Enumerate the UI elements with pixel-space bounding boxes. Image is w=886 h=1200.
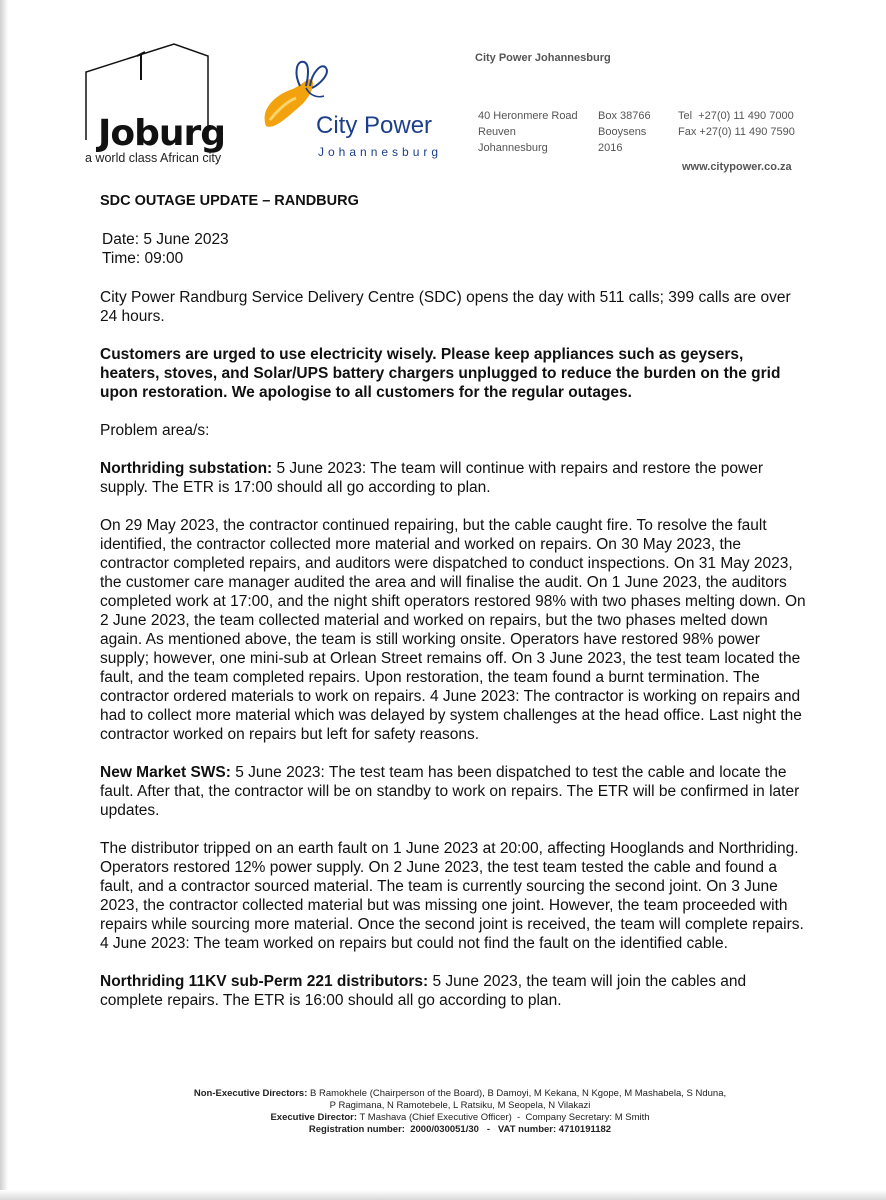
postal-line: Box 38766 (598, 110, 651, 122)
postal-address (598, 108, 651, 156)
address-line: Johannesburg (478, 142, 548, 154)
section-label: Northriding 11KV sub-Perm 221 distributors: (100, 973, 429, 990)
city-power-wordmark: City Power (316, 112, 433, 139)
joburg-logo (80, 42, 228, 167)
section-label: Northriding substation: (100, 460, 273, 477)
ned-names-continued: P Ragimana, N Ramotebele, L Ratsiku, M Seopela, N Vilakazi (329, 1100, 591, 1111)
joburg-wordmark: Joburg (98, 113, 226, 154)
exec-label: Executive Director: (270, 1112, 358, 1123)
postal-line: Booysens (598, 126, 647, 138)
footer-executive-line (120, 1112, 800, 1124)
joburg-tagline: a world class African city (85, 151, 222, 165)
registration-text: Registration number: 2000/030051/30 - VAT number: 4710191182 (308, 1124, 612, 1135)
section-northriding-11kv-update (100, 972, 806, 1010)
section-northriding-substation-update (100, 459, 806, 497)
section-update-text: 5 June 2023: The team will continue with repairs and restore the power supply. The ETR is 17:00 should all go according to plan. (100, 460, 764, 496)
section-northriding-substation-history: On 29 May 2023, the contractor continued repairing, but the cable caught fire. To resolve the fault identified, the contractor collected more material and worked on repairs. On 30 May 2023, the contractor completed repairs, and auditors were dispatched to conduct inspections. On 31 May 2023, the customer care manager audited the area and will finalise the audit. On 1 June 2023, the auditors completed work at 17:00, and the night shift operators restored 98% with two phases melting down. On 2 June 2023, the team collected material and worked on repairs, but the two phases melted down again. As mentioned above, the team is still working onsite. Operators have restored 98% power supply; however, one mini-sub at Orlean Street remains off. On 3 June 2023, the test team located the fault, and the team completed repairs. Upon restoration, the team found a burnt termination. The contractor ordered materials to work on repairs. 4 June 2023: The contractor is working on repairs and had to collect more material which was delayed by system challenges at the head office. Last night the contractor worked on repairs but left for safety reasons. (100, 517, 806, 743)
telephone: Tel +27(0) 11 490 7000 (678, 110, 794, 122)
city-power-logo (258, 52, 458, 167)
problem-areas-heading: Problem area/s: (100, 422, 210, 439)
section-new-market-sws-update (100, 763, 806, 820)
section-update-text: 5 June 2023, the team will join the cables and complete repairs. The ETR is 16:00 should all go according to plan. (100, 973, 747, 1009)
customer-warning: Customers are urged to use electricity wisely. Please keep appliances such as geysers, heaters, stoves, and Solar/UPS battery chargers unplugged to reduce the burden on the grid upon restoration. We apologise to all customers for the regular outages. (100, 346, 781, 401)
footer-directors-line (120, 1088, 800, 1100)
website-link[interactable]: www.citypower.co.za (682, 161, 792, 173)
date-time-block (102, 230, 806, 268)
document-title: SDC OUTAGE UPDATE – RANDBURG (100, 193, 359, 209)
document-time: Time: 09:00 (102, 250, 184, 267)
exec-names: T Mashava (Chief Executive Officer) - Company Secretary: M Smith (357, 1112, 650, 1123)
section-label: New Market SWS: (100, 764, 231, 781)
fax: Fax +27(0) 11 490 7590 (678, 126, 795, 138)
ned-names: B Ramokhele (Chairperson of the Board), B Damoyi, M Kekana, N Kgope, M Mashabela, S Nduna, (307, 1088, 727, 1099)
address-line: 40 Heronmere Road (478, 110, 578, 122)
page-edge-shadow-bottom (0, 1190, 886, 1200)
address-line: Reuven (478, 126, 516, 138)
city-power-sub-wordmark: Johannesburg (318, 145, 443, 159)
postal-line: 2016 (598, 142, 623, 154)
document-footer (120, 1088, 800, 1136)
footer-registration (120, 1124, 800, 1136)
company-name: City Power Johannesburg (475, 52, 611, 64)
document-date: Date: 5 June 2023 (102, 231, 229, 248)
page-edge-shadow-left (0, 0, 8, 1200)
intro-paragraph: City Power Randburg Service Delivery Centre (SDC) opens the day with 511 calls; 399 calls are over 24 hours. (100, 289, 791, 325)
street-address (478, 108, 578, 156)
ned-label: Non-Executive Directors: (193, 1088, 308, 1099)
document-body (100, 192, 806, 1029)
contact-numbers (678, 108, 795, 140)
section-new-market-sws-history: The distributor tripped on an earth fault on 1 June 2023 at 20:00, affecting Hooglands and Northriding. Operators restored 12% power supply. On 2 June 2023, the test team tested the cable and found a fault, and a contractor sourced material. The team is currently sourcing the second joint. On 3 June 2023, the contractor collected material but was missing one joint. However, the team proceeded with repairs while sourcing more material. Once the second joint is received, the team will complete repairs. 4 June 2023: The team worked on repairs but could not find the fault on the identified cable. (100, 840, 804, 952)
section-update-text: 5 June 2023: The test team has been dispatched to test the cable and locate the fault. After that, the contractor will be on standby to work on repairs. The ETR will be confirmed in later updates. (100, 764, 800, 819)
